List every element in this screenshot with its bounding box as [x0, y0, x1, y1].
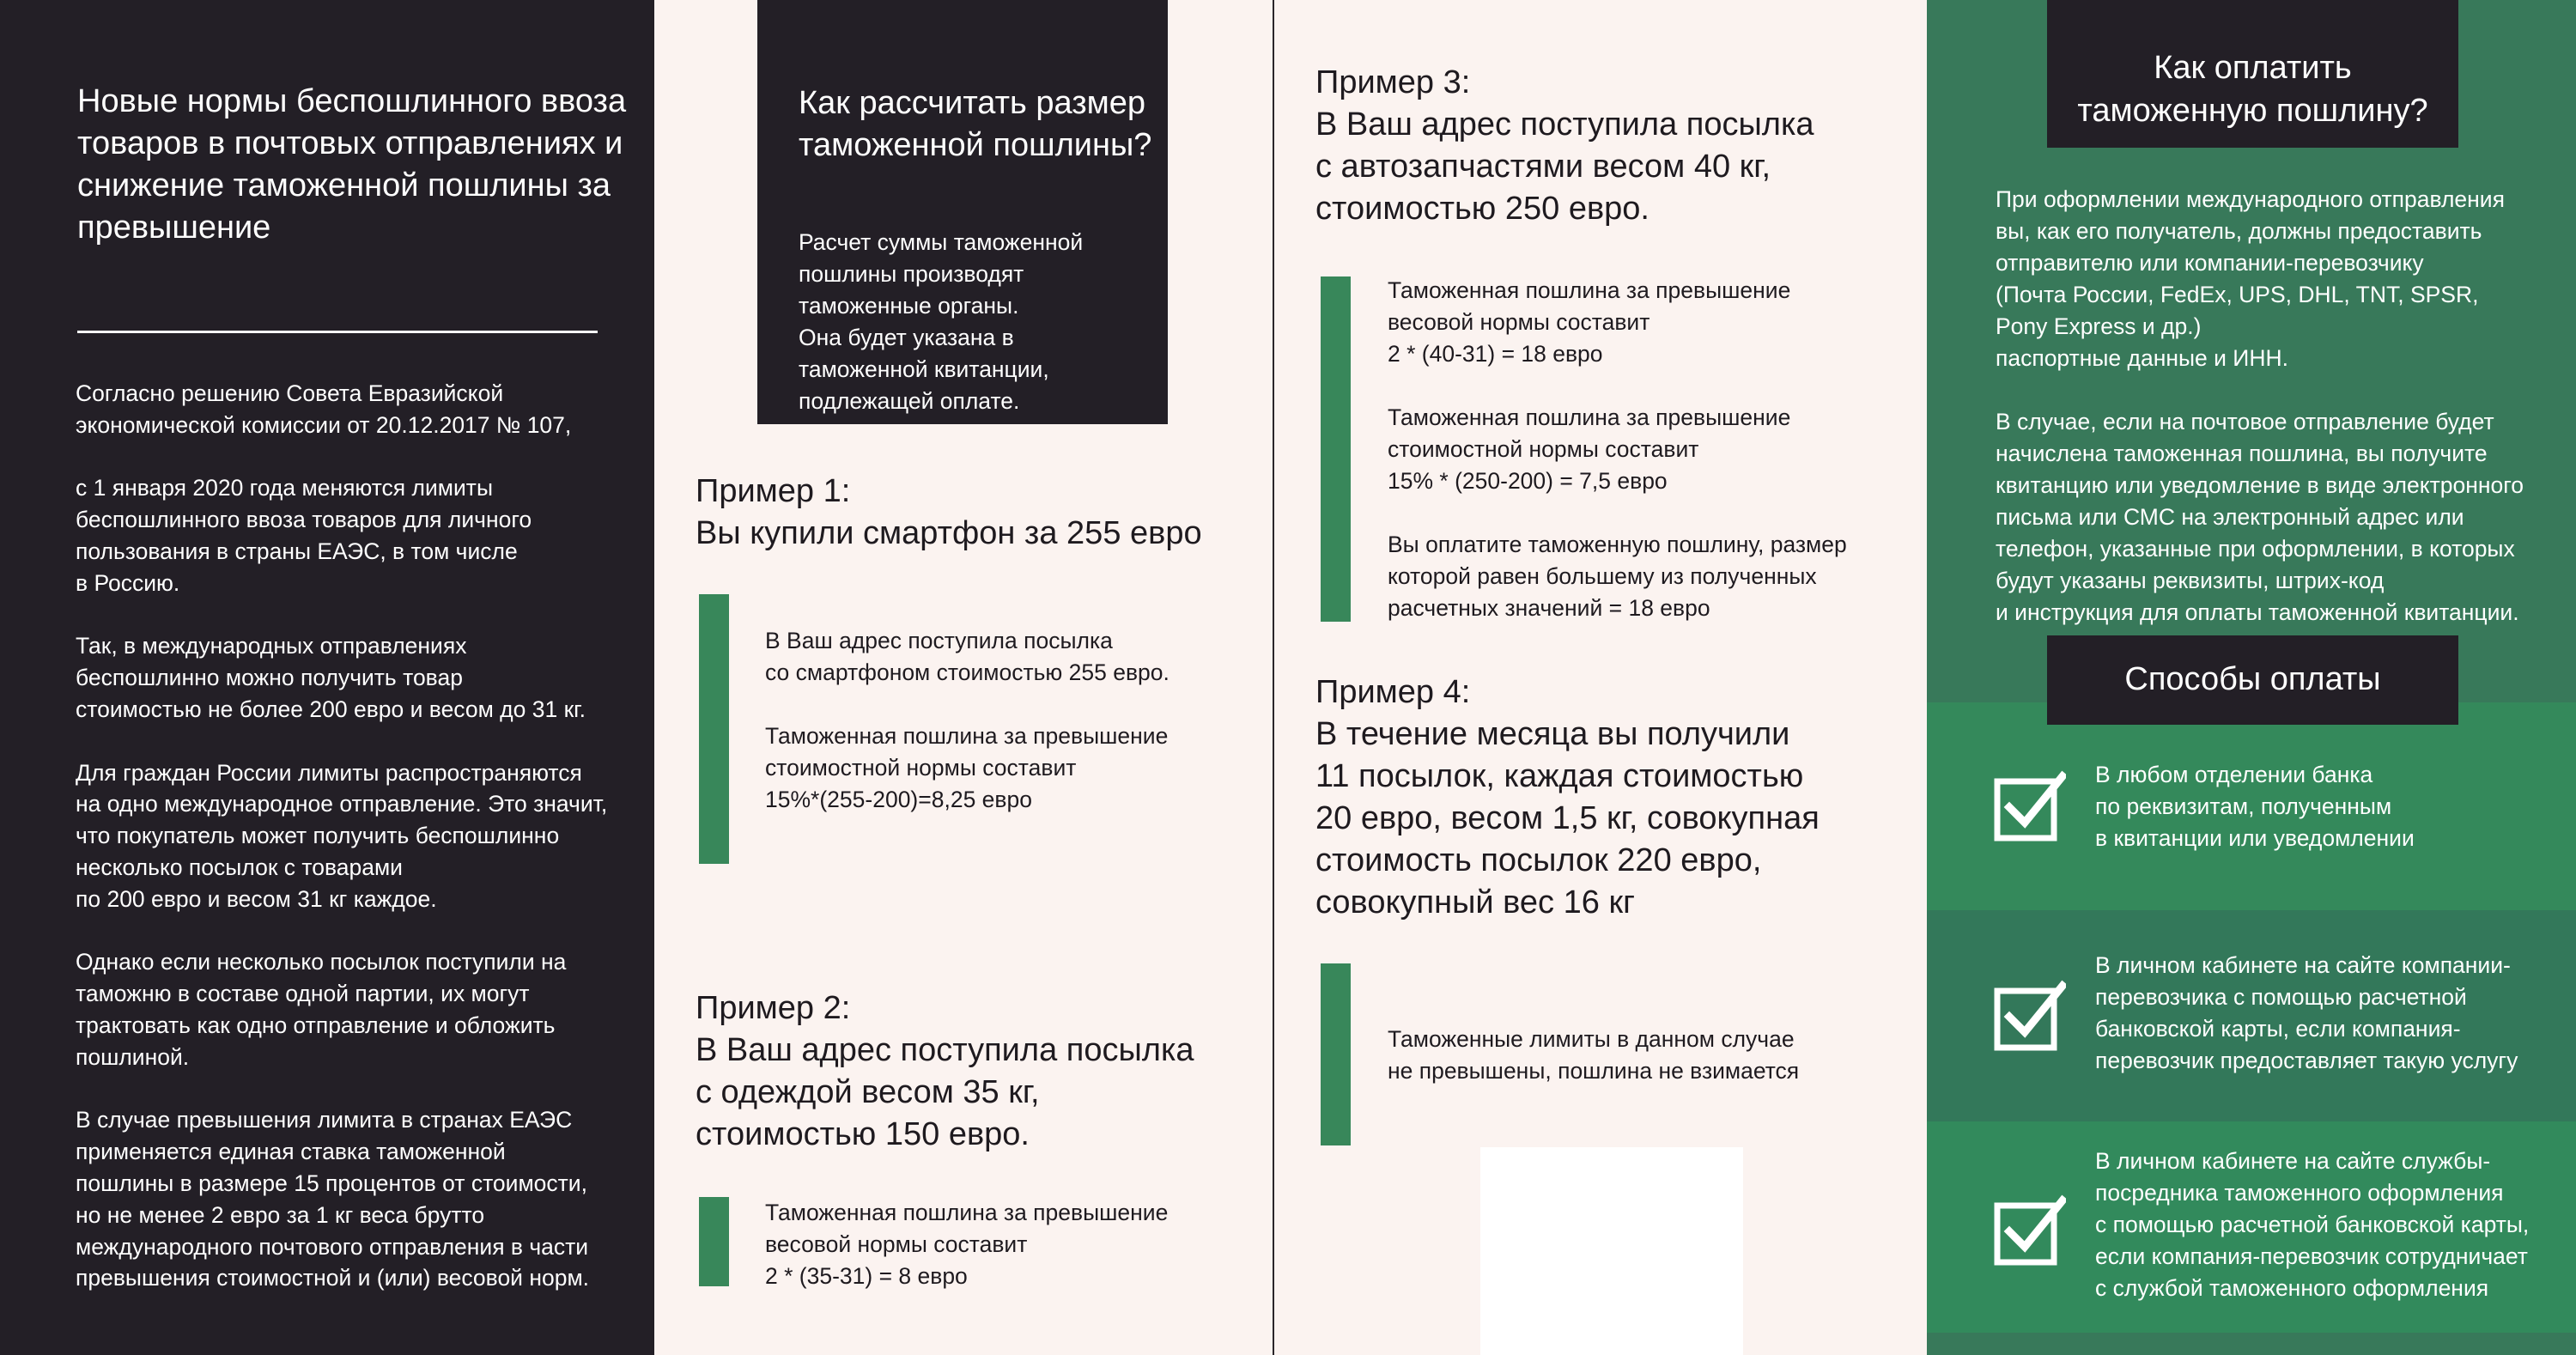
intro-paragraph: Так, в международных отправлениях беспошлинно можно получить товар стоимостью не более 200 евро и весом до 31 кг. [76, 633, 586, 722]
payment-method-bank: В любом отделении банка по реквизитам, полученным в квитанции или уведомлении [2095, 762, 2415, 851]
example-2-text [765, 1197, 1263, 1324]
example-2-accent-bar [699, 1197, 729, 1286]
example-4-paragraph: Таможенные лимиты в данном случае не превышены, пошлина не взимается [1388, 1026, 1800, 1084]
example-3-paragraph: Таможенная пошлина за превышение весовой нормы составит 2 * (40-31) = 18 евро [1388, 277, 1791, 367]
checkbox-icon [1994, 979, 2066, 1051]
example-3-title: Пример 3: В Ваш адрес поступила посылка с автозапчастями весом 40 кг, стоимостью 250 евро. [1315, 64, 1814, 227]
payment-text [1996, 184, 2576, 660]
calculation-header-box [757, 0, 1168, 424]
payment-paragraph: При оформлении международного отправления вы, как его получатель, должны предоставить отправителю или компании-перевозчику (Почта России, FedEx, UPS, DHL, TNT, SPSR, Pony Express и др.) паспортные данные и ИНН. [1996, 186, 2505, 371]
intro-paragraph: Для граждан России лимиты распространяются на одно международное отправление. Это значит, что покупатель может получить беспошлинно несколько посылок с товарами по 200 евро и весом 31 кг каждое. [76, 759, 608, 912]
examples-panel [1274, 0, 1927, 1355]
intro-panel [0, 0, 654, 1355]
intro-title: Новые нормы беспошлинного ввоза товаров в почтовых отправлениях и снижение таможенной пошлины за превышение [77, 83, 627, 246]
payment-panel [1927, 0, 2576, 1355]
example-3-accent-bar [1321, 276, 1351, 622]
example-3-paragraph: Вы оплатите таможенную пошлину, размер которой равен большему из полученных расчетных значений = 18 евро [1388, 532, 1847, 621]
example-3-paragraph: Таможенная пошлина за превышение стоимостной нормы составит 15% * (250-200) = 7,5 евро [1388, 404, 1791, 494]
intro-paragraph: Однако если несколько посылок поступили на таможню в составе одной партии, их могут трактовать как одно отправление и обложить пошлиной. [76, 949, 567, 1070]
example-1-text [765, 625, 1263, 848]
payment-title: Как оплатить таможенную пошлину? [2077, 50, 2428, 129]
example-4-text [1388, 1024, 1920, 1119]
intro-body [76, 378, 659, 1326]
example-1-paragraph: Таможенная пошлина за превышение стоимостной нормы составит 15%*(255-200)=8,25 евро [765, 723, 1169, 812]
title-divider [77, 331, 598, 333]
intro-paragraph: В случае превышения лимита в странах ЕАЭС применяется единая ставка таможенной пошлины в размере 15 процентов от стоимости, но не менее 2 евро за 1 кг веса брутто международного почтового отправления в части превышения стоимостной и (или) весовой норм. [76, 1107, 590, 1291]
example-3-text [1388, 275, 1920, 656]
methods-title: Способы оплаты [2124, 661, 2381, 697]
example-4-title: Пример 4: В течение месяца вы получили 11 посылок, каждая стоимостью 20 евро, весом 1,5 кг, совокупная стоимость посылок 220 евро, совокупный вес 16 кг [1315, 674, 1820, 921]
calculation-panel [654, 0, 1274, 1355]
checkbox-icon [1994, 1194, 2066, 1266]
example-2-paragraph: Таможенная пошлина за превышение весовой нормы составит 2 * (35-31) = 8 евро [765, 1200, 1169, 1289]
payment-header-box [2047, 0, 2458, 148]
payment-method-broker: В личном кабинете на сайте службы- посредника таможенного оформления с помощью расчетной банковской карты, если компания-перевозчик сотрудничает с службой таможенного оформления [2095, 1148, 2530, 1301]
payment-paragraph: В случае, если на почтовое отправление будет начислена таможенная пошлина, вы получите квитанцию или уведомление в виде электронного письма или СМС на электронный адрес или телефон, указанные при оформлении, в которых будут указаны реквизиты, штрих-код и инструкция для оплаты таможенной квитанции. [1996, 409, 2524, 625]
calculation-text: Расчет суммы таможенной пошлины производят таможенные органы. Она будет указана в таможенной квитанции, подлежащей оплате. [799, 229, 1084, 414]
intro-paragraph: Согласно решению Совета Евразийской экономической комиссии от 20.12.2017 № 107, [76, 380, 572, 438]
example-2-title: Пример 2: В Ваш адрес поступила посылка с одеждой весом 35 кг, стоимостью 150 евро. [696, 990, 1194, 1152]
blank-area [1480, 1147, 1743, 1355]
calculation-title: Как рассчитать размер таможенной пошлины? [799, 85, 1152, 163]
intro-paragraph: с 1 января 2020 года меняются лимиты беспошлинного ввоза товаров для личного пользования в страны ЕАЭС, в том числе в Россию. [76, 475, 532, 596]
example-4-accent-bar [1321, 963, 1351, 1145]
methods-header-box [2047, 635, 2458, 725]
checkbox-icon [1994, 769, 2066, 842]
payment-method-carrier: В личном кабинете на сайте компании- перевозчика с помощью расчетной банковской карты, если компания- перевозчик предоставляет такую услугу [2095, 952, 2518, 1073]
example-1-title: Пример 1: Вы купили смартфон за 255 евро [696, 473, 1202, 551]
example-1-accent-bar [699, 594, 729, 864]
example-1-paragraph: В Ваш адрес поступила посылка со смартфоном стоимостью 255 евро. [765, 628, 1170, 685]
